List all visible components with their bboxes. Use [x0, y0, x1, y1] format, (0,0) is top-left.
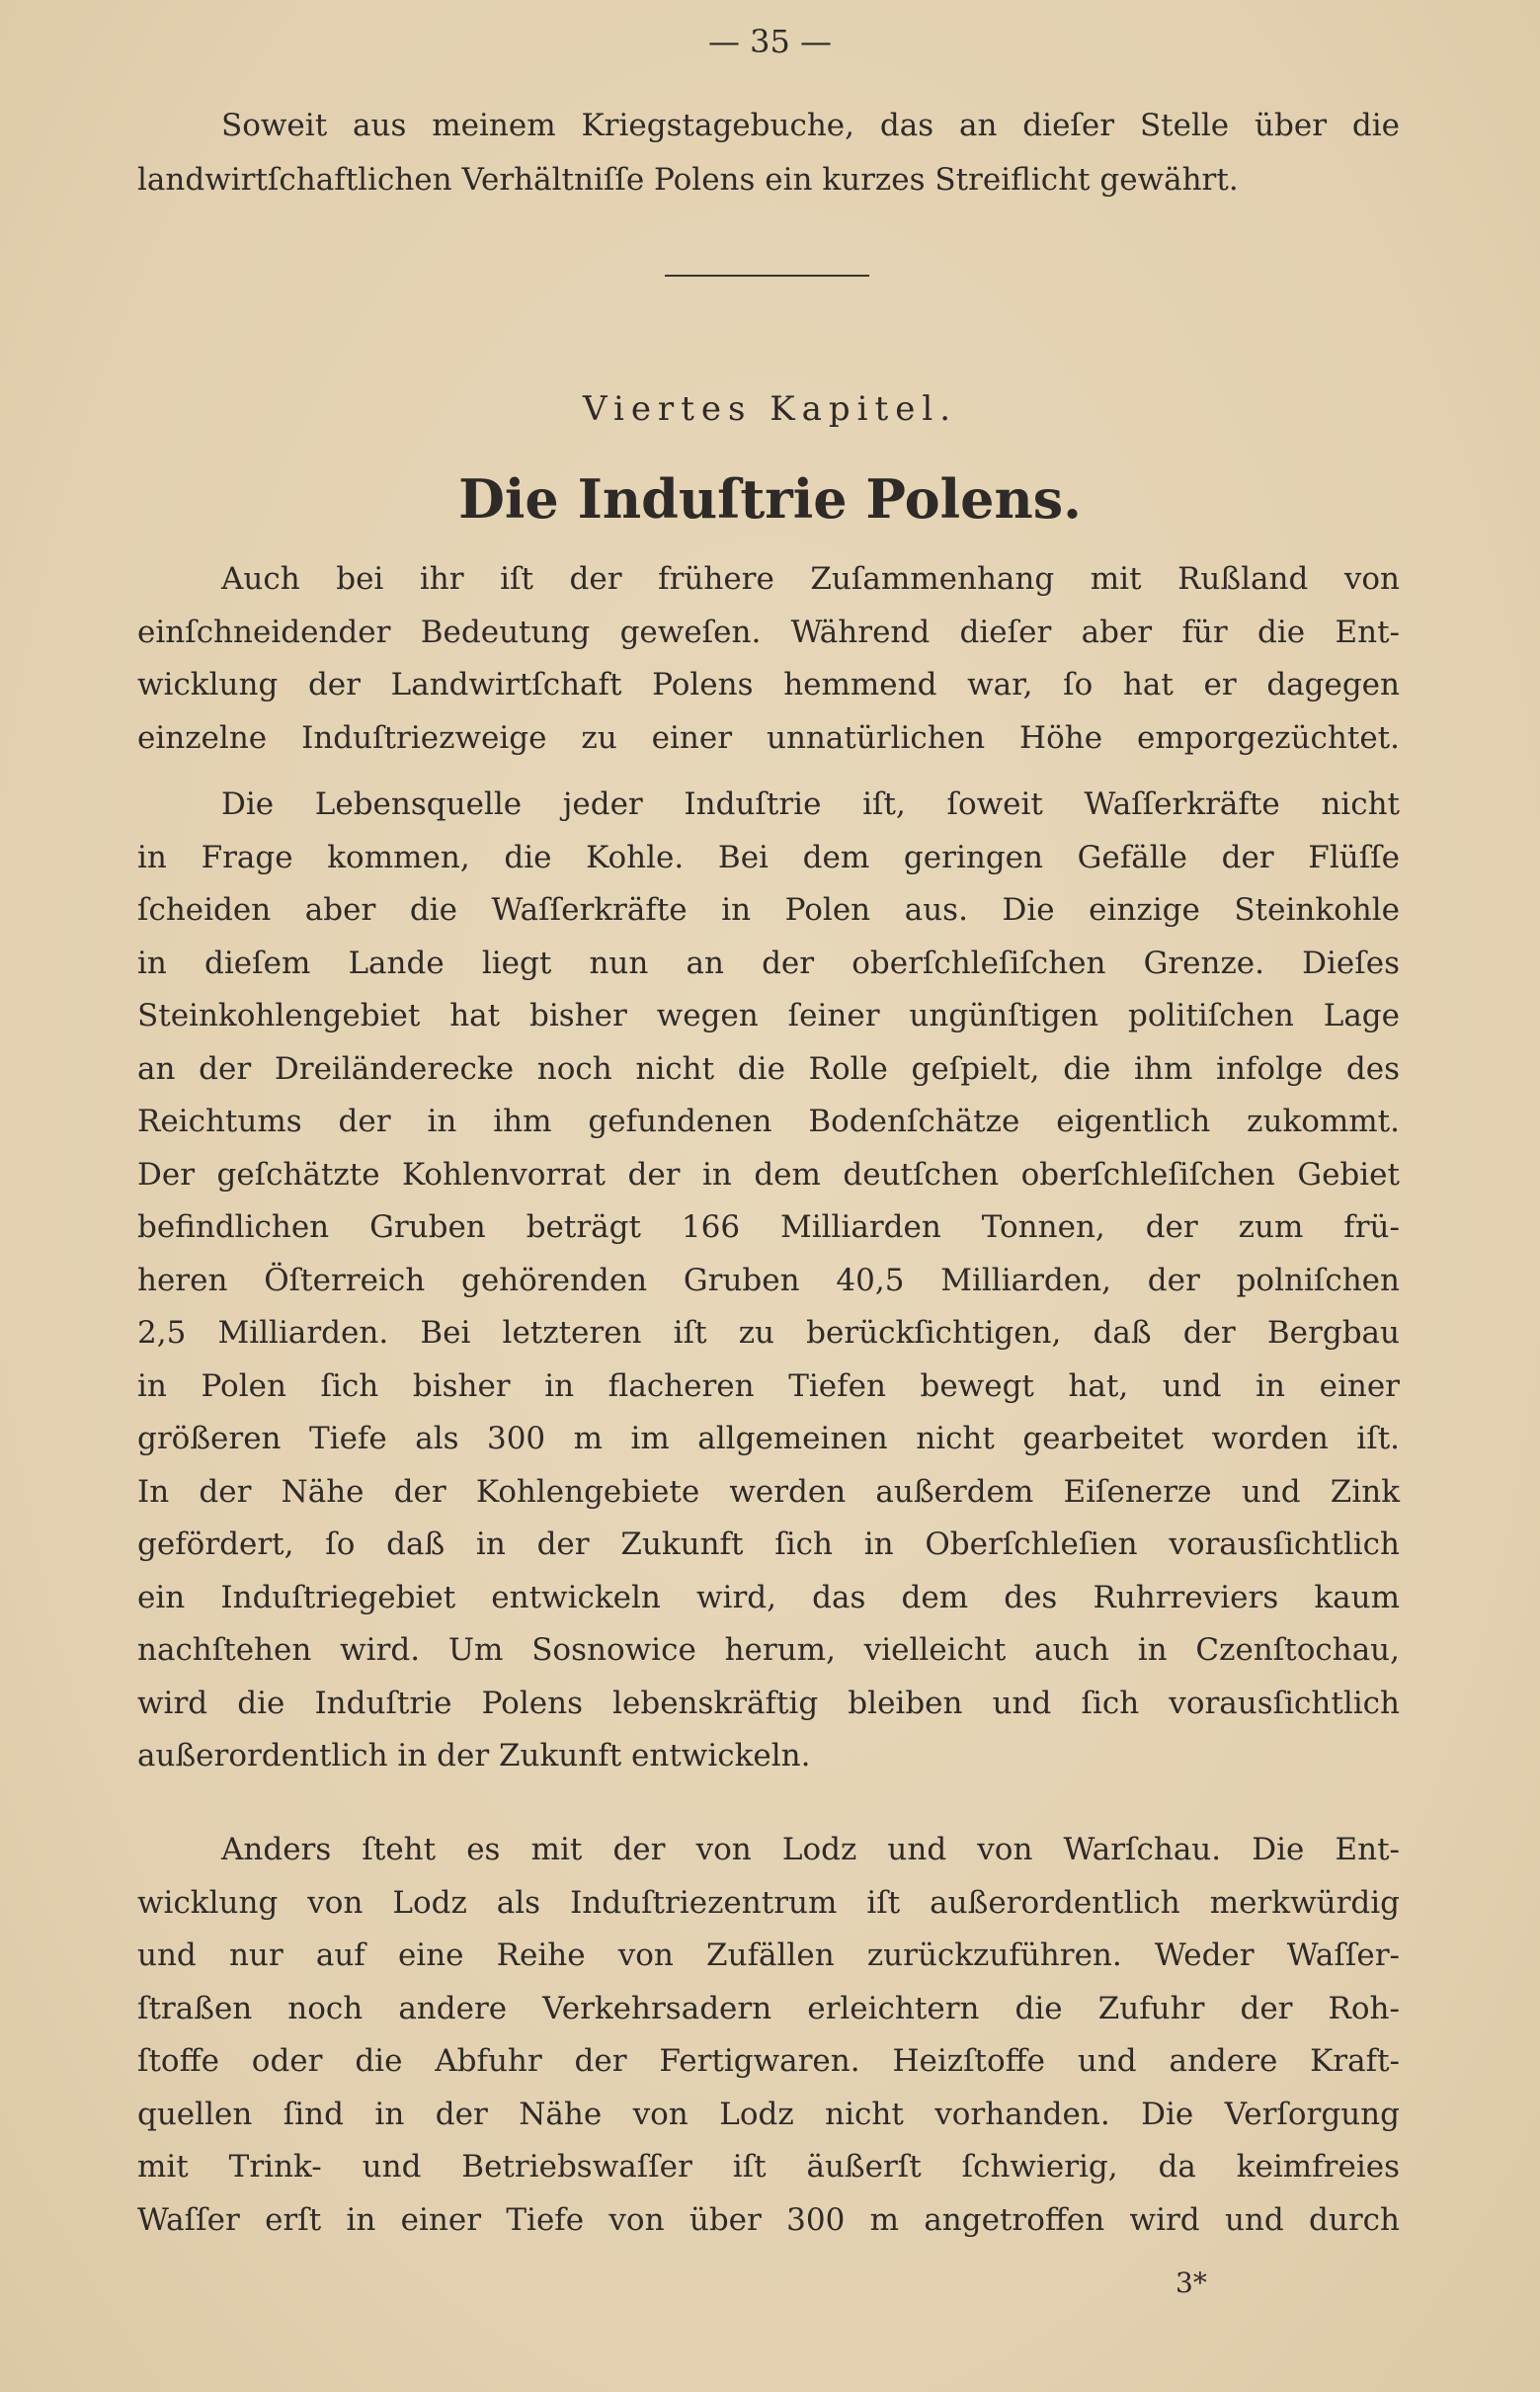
text-line: und nur auf eine Reihe von Zufällen zurückzuführen. Weder Waſſer- — [137, 1938, 1400, 1973]
paragraph-2 — [137, 779, 1400, 1783]
text-line: gefördert, ſo daß in der Zukunft ſich in Oberſchleſien vorausſichtlich — [137, 1526, 1400, 1562]
text-line: an der Dreiländerecke noch nicht die Rolle geſpielt, die ihm infolge des — [137, 1050, 1400, 1087]
text-line: einſchneidender Bedeutung geweſen. Während dieſer aber für die Ent- — [137, 614, 1400, 650]
text-line: in Frage kommen, die Kohle. Bei dem geringen Gefälle der Flüſſe — [137, 839, 1400, 875]
text-line: größeren Tiefe als 300 m im allgemeinen nicht gearbeitet worden iſt. — [137, 1421, 1400, 1456]
chapter-title: Die Induſtrie Polens. — [458, 467, 1082, 531]
text-line: wicklung von Lodz als Induſtriezentrum iſt außerordentlich merkwürdig — [137, 1884, 1400, 1921]
chapter-label: Viertes Kapitel. — [582, 389, 958, 429]
text-line: ſtoffe oder die Abfuhr der Fertigwaren. Heizſtoffe und andere Kraft- — [137, 2043, 1400, 2079]
text-line: In der Nähe der Kohlengebiete werden außerdem Eiſenerze und Zink — [137, 1473, 1400, 1510]
text-line: 2,5 Milliarden. Bei letzteren iſt zu berückſichtigen, daß der Bergbau — [137, 1315, 1400, 1351]
text-line: ſtraßen noch andere Verkehrsadern erleichtern die Zufuhr der Roh- — [137, 1990, 1400, 2026]
text-line: Reichtums der in ihm gefundenen Bodenſchätze eigentlich zukommt. — [137, 1104, 1400, 1139]
paragraph-1 — [137, 553, 1400, 765]
text-line: wird die Induſtrie Polens lebenskräftig bleiben und ſich vorausſichtlich — [137, 1685, 1400, 1721]
text-line: in Polen ſich bisher in flacheren Tiefen bewegt hat, und in einer — [137, 1367, 1400, 1404]
paragraph-3 — [137, 1824, 1400, 2247]
text-line: in dieſem Lande liegt nun an der oberſchleſiſchen Grenze. Dieſes — [137, 945, 1400, 981]
text-line: Soweit aus meinem Kriegstagebuche, das an dieſer Stelle über die — [221, 108, 1400, 143]
text-line: Anders ſteht es mit der von Lodz und von Warſchau. Die Ent- — [221, 1832, 1400, 1867]
text-line: wicklung der Landwirtſchaft Polens hemmend war, ſo hat er dagegen — [137, 667, 1400, 702]
section-divider — [665, 275, 869, 277]
page-number: — 35 — — [707, 23, 833, 60]
text-line: landwirtſchaftlichen Verhältniſſe Polens ein kurzes Streiflicht gewährt. — [137, 162, 1239, 198]
intro-paragraph — [137, 99, 1400, 207]
text-line: ein Induſtriegebiet entwickeln wird, das dem des Ruhrreviers kaum — [137, 1579, 1400, 1615]
text-line: quellen ſind in der Nähe von Lodz nicht vorhanden. Die Verſorgung — [137, 2096, 1400, 2132]
text-line: Waſſer erſt in einer Tiefe von über 300 m angetroffen wird und durch — [137, 2201, 1400, 2238]
text-line: ſcheiden aber die Waſſerkräfte in Polen aus. Die einzige Steinkohle — [137, 892, 1400, 928]
text-line: mit Trink- und Betriebswaſſer iſt äußerſt ſchwierig, da keimfreies — [137, 2149, 1400, 2185]
text-line: nachſtehen wird. Um Sosnowice herum, vielleicht auch in Czenſtochau, — [137, 1632, 1400, 1668]
text-line: einzelne Induſtriezweige zu einer unnatürlichen Höhe emporgezüchtet. — [137, 719, 1400, 756]
signature-mark: 3* — [1175, 2267, 1207, 2299]
text-line: Der geſchätzte Kohlenvorrat der in dem deutſchen oberſchleſiſchen Gebiet — [137, 1156, 1400, 1193]
text-line: Die Lebensquelle jeder Induſtrie iſt, ſoweit Waſſerkräfte nicht — [221, 786, 1400, 822]
text-line: Auch bei ihr iſt der frühere Zuſammenhang mit Rußland von — [221, 561, 1400, 597]
text-line: Steinkohlengebiet hat bisher wegen ſeiner ungünſtigen politiſchen Lage — [137, 998, 1400, 1033]
text-line: befindlichen Gruben beträgt 166 Milliarden Tonnen, der zum frü- — [137, 1209, 1400, 1245]
text-line: heren Öſterreich gehörenden Gruben 40,5 Milliarden, der polniſchen — [137, 1262, 1400, 1298]
text-line: außerordentlich in der Zukunft entwickeln. — [137, 1738, 811, 1773]
